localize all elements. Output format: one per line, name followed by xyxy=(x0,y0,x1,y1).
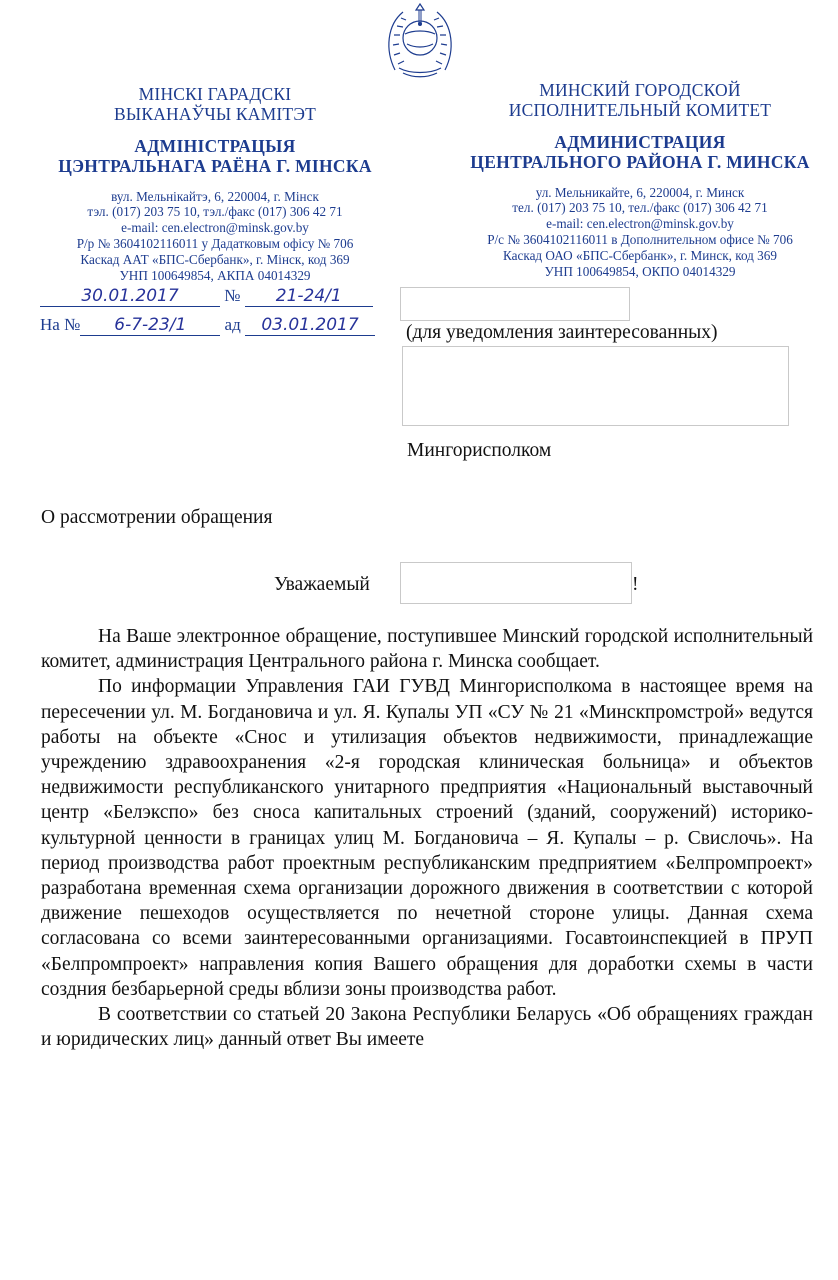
header-left xyxy=(20,84,410,284)
tax-id-line: УНП 100649854, ОКПО 04014329 xyxy=(544,263,736,279)
header-right xyxy=(440,80,838,280)
letter-body xyxy=(41,624,813,1052)
outgoing-number: 21-24/1 xyxy=(245,286,373,307)
redacted-recipient-name xyxy=(400,287,630,321)
admin-name-line1: АДМІНІСТРАЦЫЯ xyxy=(134,136,296,157)
paragraph: На Ваше электронное обращение, поступившее Минский городской исполнительный комитет, администрация Центрального района г. Минска сообщает. xyxy=(41,626,813,673)
number-sign: № xyxy=(224,286,241,305)
reply-prefix: На № xyxy=(40,315,81,334)
phone-line: тэл. (017) 203 75 10, тэл./факс (017) 306 42 71 xyxy=(87,204,343,220)
phone-line: тел. (017) 203 75 10, тел./факс (017) 306 42 71 xyxy=(512,200,768,216)
email-line: e-mail: cen.electron@minsk.gov.by xyxy=(546,216,734,232)
paragraph: По информации Управления ГАИ ГУВД Мингорисполкома в настоящее время на пересечении ул. М. Богдановича и ул. Я. Купалы УП «СУ № 21 «Минскпромстрой» ведутся работы на объекте «Снос и утилизация объектов недвижимости, принадлежащие учреждению здравоохранения «2-я городская клиническая больница» и объектов недвижимости республиканского унитарного предприятия «Национальный выставочный центр «Белэкспо» без сноса капитальных строений (зданий, сооружений) историко-культурной ценности в границах улиц М. Богдановича – Я. Купалы – р. Свислочь». На период производства работ проектным республиканским предприятием «Белпромпроект» разработана временная схема организации дорожного движения в соответствии с которой движение пешеходов осуществляется по нечетной стороне улицы. Данная схема согласована со всеми заинтересованными организациями. Госавтоинспекцией в ПРУП «Белпромпроект» направления копия Вашего обращения для доработки схемы в части создния безбарьерной среды вблизи зоны производства работ. xyxy=(41,676,813,1000)
paragraph: В соответствии со статьей 20 Закона Республики Беларусь «Об обращениях граждан и юридических лиц» данный ответ Вы имеете xyxy=(41,1004,813,1051)
admin-name-line2: ЦЕНТРАЛЬНОГО РАЙОНА Г. МИНСКА xyxy=(470,152,810,173)
tax-id-line: УНП 100649854, АКПА 04014329 xyxy=(119,267,311,283)
email-line: e-mail: cen.electron@minsk.gov.by xyxy=(121,220,309,236)
bank-account-line: Р/с № 3604102116011 в Дополнительном офисе № 706 xyxy=(487,232,793,248)
bank-name-line: Каскад ААТ «БПС-Сбербанк», г. Мінск, код 369 xyxy=(80,251,350,267)
reply-date: 03.01.2017 xyxy=(245,315,375,336)
address-block xyxy=(20,189,410,284)
org-name-line1: МІНСКІ ГАРАДСКІ xyxy=(138,84,292,104)
address-line: вул. Мельнікайтэ, 6, 220004, г. Мінск xyxy=(111,188,319,204)
address-line: ул. Мельникайте, 6, 220004, г. Минск xyxy=(535,184,745,200)
incoming-reference xyxy=(40,315,410,336)
outgoing-date: 30.01.2017 xyxy=(40,286,220,307)
redacted-addressee-name xyxy=(400,562,632,604)
state-emblem-icon xyxy=(385,0,455,80)
address-block xyxy=(440,185,838,280)
outgoing-reference xyxy=(40,286,400,307)
reply-date-prefix: ад xyxy=(224,315,241,334)
admin-name-line2: ЦЭНТРАЛЬНАГА РАЁНА Г. МІНСКА xyxy=(58,156,372,177)
admin-name-line1: АДМИНИСТРАЦИЯ xyxy=(554,132,726,153)
redacted-recipient-address xyxy=(402,346,789,426)
salutation-prefix: Уважаемый xyxy=(274,574,370,595)
salutation-suffix: ! xyxy=(632,574,639,595)
subject-line: О рассмотрении обращения xyxy=(41,507,273,528)
recipient-org: Мингорисполком xyxy=(407,440,552,461)
org-name-line2: ИСПОЛНИТЕЛЬНЫЙ КОМИТЕТ xyxy=(508,100,772,121)
bank-account-line: Р/р № 3604102116011 у Дадатковым офісу № 706 xyxy=(76,236,354,252)
bank-name-line: Каскад ОАО «БПС-Сбербанк», г. Минск, код 369 xyxy=(503,247,777,263)
recipient-note: (для уведомления заинтересованных) xyxy=(406,322,718,343)
org-name-line1: МИНСКИЙ ГОРОДСКОЙ xyxy=(539,80,741,100)
reply-number: 6-7-23/1 xyxy=(80,315,220,336)
org-name-line2: ВЫКАНАЎЧЫ КАМІТЭТ xyxy=(114,104,316,125)
